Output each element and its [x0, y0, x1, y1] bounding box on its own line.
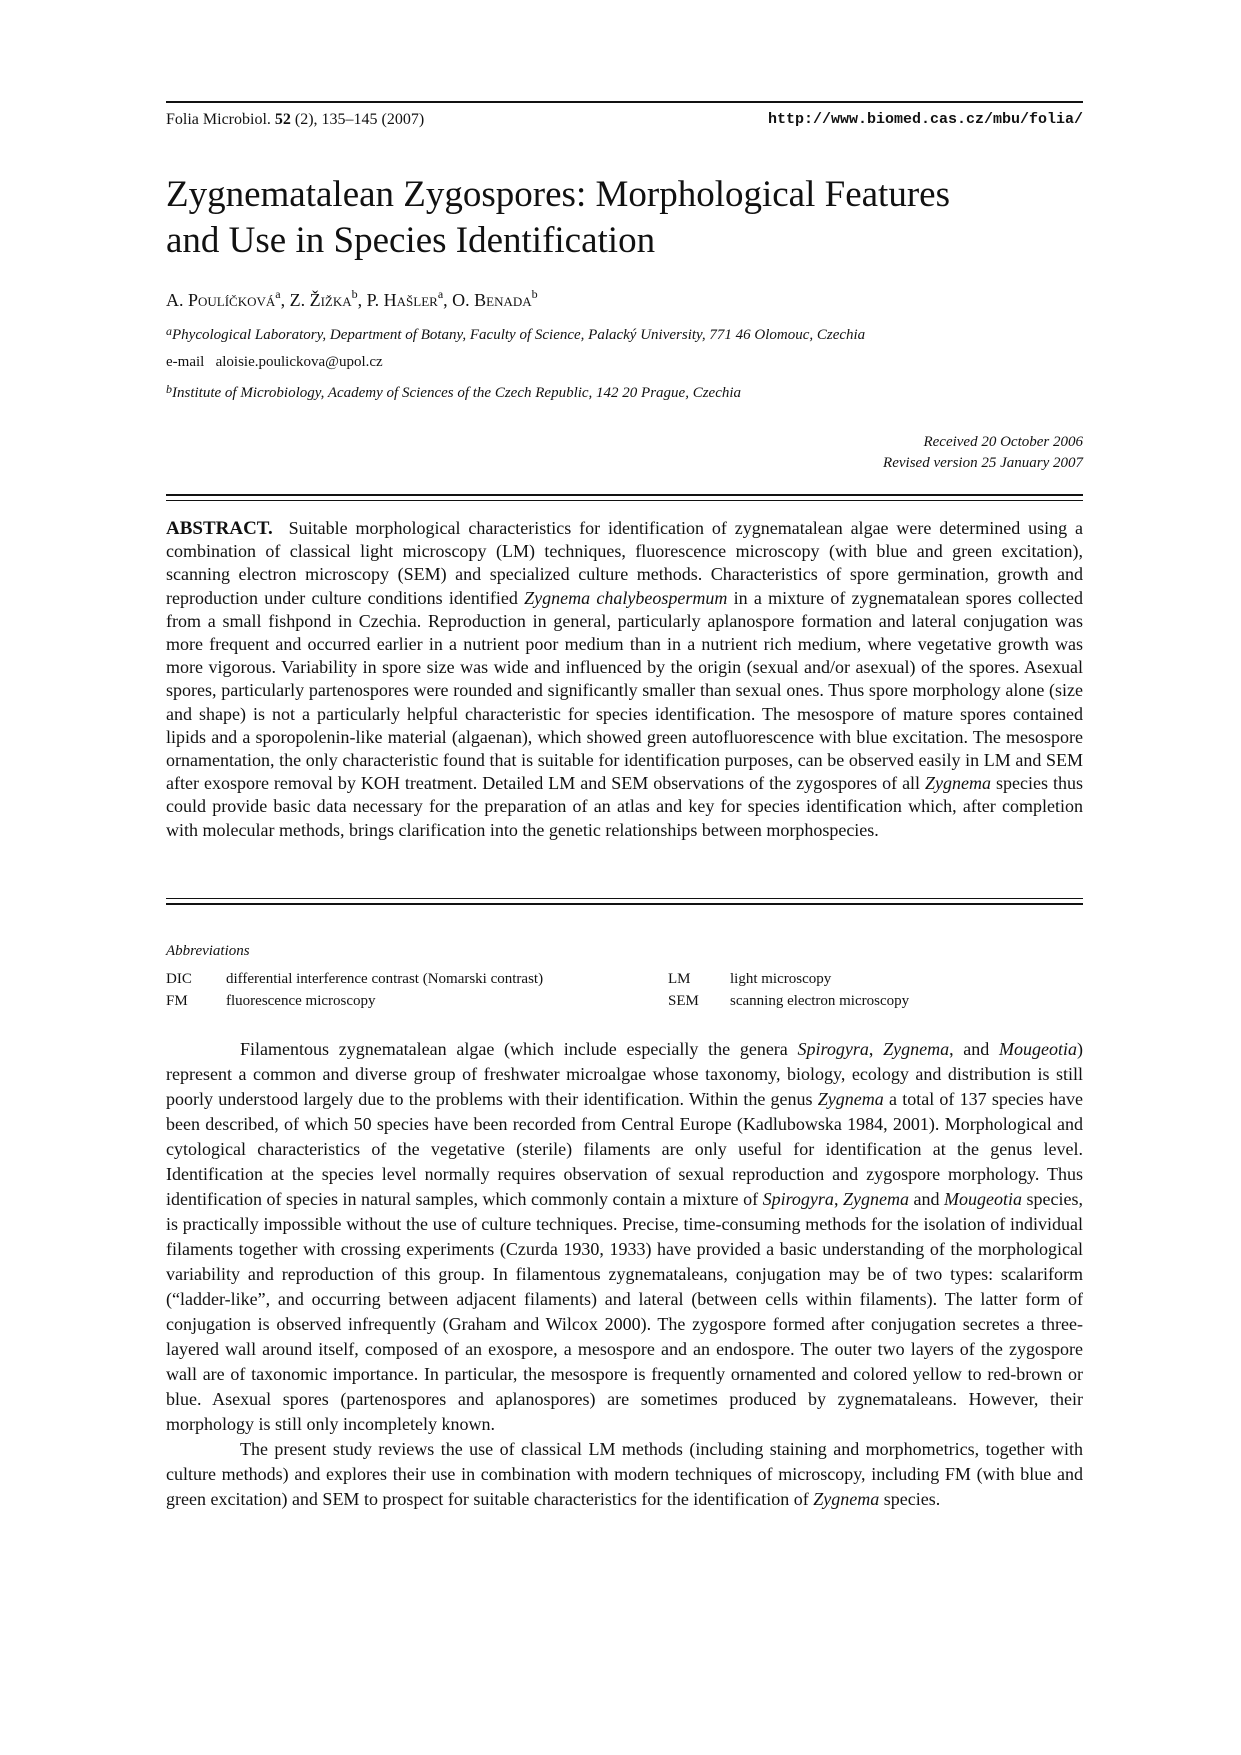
journal-citation [166, 111, 424, 129]
abstract-label: ABSTRACT. [166, 518, 273, 539]
paragraph-2: The present study reviews the use of classical LM methods (including staining and morphometrics, together with culture methods) and explores their use in combination with modern techniques of microscopy, including FM (with blue and green excitation) and SEM to prospect for suitable characteristics for the identification of Zygnema species. [166, 1439, 1083, 1509]
email-label: e-mail [166, 354, 205, 370]
author-1: A. Poulíčková$^a$, [166, 287, 290, 310]
email-address[interactable]: aloisie.poulickova@upol.cz [215, 354, 383, 370]
title-line-1: Zygnematalean Zygospores: Morphological Features [166, 174, 950, 215]
genus-name: Zygnema [817, 1089, 884, 1109]
journal-issue: (2), 135–145 (2007) [294, 111, 425, 128]
abbreviation-definition: light microscopy [730, 971, 832, 987]
revised-date: Revised version 25 January 2007 [883, 455, 1083, 471]
author-list [166, 287, 538, 311]
abbreviation-item: DIC [166, 971, 192, 987]
genus-name: Zygnema [842, 1189, 909, 1209]
genus-name: Mougeotia [944, 1189, 1022, 1209]
abbreviation-definition: scanning electron microscopy [730, 993, 910, 1009]
author-3: P. Hašler$^a$, [366, 287, 453, 310]
body-text [166, 1037, 1083, 1512]
header-rule [166, 101, 1083, 103]
email-line [166, 354, 383, 371]
genus-name: Zygnema [883, 1039, 950, 1059]
author-2: Z. Žižka$^b$, [289, 287, 367, 310]
genus-name: Spirogyra [797, 1039, 869, 1059]
abbreviation-item: LM [668, 971, 691, 987]
abstract-rule-top-2 [166, 500, 1083, 501]
abbreviation-definition: fluorescence microscopy [226, 993, 376, 1009]
abbreviation-definition: differential interference contrast (Nomarski contrast) [226, 971, 544, 987]
genus-name: Spirogyra [762, 1189, 834, 1209]
journal-name: Folia Microbiol. [166, 111, 271, 128]
paragraph-1: Filamentous zygnematalean algae (which include especially the genera Spirogyra, Zygnema, and Mougeotia) represent a common and diverse group of freshwater microalgae whose taxonomy, biology, ecology and distribution is still poorly understood largely due to the problems with their identification. Within the genus Zygnema a total of 137 species have been described, of which 50 species have been recorded from Central Europe (Kadlubowska 1984, 2001). Morphological and cytological characteristics of the vegetative (sterile) filaments are only useful for identification at the genus level. Identification at the species level normally requires observation of sexual reproduction and zygospore morphology. Thus identification of species in natural samples, which commonly contain a mixture of Spirogyra, Zygnema and Mougeotia species, is practically impossible without the use of culture techniques. Precise, time-consuming methods for the isolation of individual filaments together with crossing experiments (Czurda 1930, 1933) have provided a basic understanding of the morphological variability and reproduction of this group. In filamentous zygnemataleans, conjugation may be of two types: scalariform (“ladder-like”, and occurring between adjacent filaments) and lateral (between cells within filaments). The latter form of conjugation is observed infrequently (Graham and Wilcox 2000). The zygospore formed after conjugation secretes a three-layered wall around itself, composed of an exospore, a mesospore and an endospore. The outer two layers of the zygospore wall are of taxonomic importance. In particular, the mesospore is frequently ornamented and colored yellow to red-brown or blue. Asexual spores (partenospores and aplanospores) are sometimes produced by zygnemataleans. However, their morphology is still only incompletely known. [166, 1039, 1083, 1434]
species-name: Zygnema chalybeospermum [524, 587, 728, 608]
paper-title [166, 172, 1066, 264]
abbreviation-item: SEM [668, 993, 699, 1009]
abstract-rule-bottom-1 [166, 898, 1083, 899]
abstract-rule-bottom-2 [166, 903, 1083, 905]
journal-url[interactable]: http://www.biomed.cas.cz/mbu/folia/ [767, 111, 1083, 128]
abbreviation-item: FM [166, 993, 188, 1009]
received-date: Received 20 October 2006 [923, 434, 1083, 450]
genus-name: Zygnema [925, 773, 992, 794]
affiliation-b: $^b$Institute of Microbiology, Academy of Sciences of the Czech Republic, 142 20 Prague, Czechia [166, 382, 742, 401]
abstract-rule-top-1 [166, 494, 1083, 496]
abbreviations-title: Abbreviations [166, 943, 250, 959]
genus-name: Mougeotia [999, 1039, 1077, 1059]
dates-block [683, 432, 1083, 474]
journal-volume: 52 [274, 111, 291, 128]
genus-name: Zygnema [813, 1489, 880, 1509]
author-4: O. Benada$^b$ [452, 287, 538, 310]
affiliation-a: $^a$Phycological Laboratory, Department of Botany, Faculty of Science, Palacký University, 771 46 Olomouc, Czechia [166, 324, 866, 343]
title-line-2: and Use in Species Identification [166, 220, 656, 261]
abstract: ABSTRACT. Suitable morphological characteristics for identification of zygnematalean algae were determined using a combination of classical light microscopy (LM) techniques, fluorescence microscopy (with blue and green excitation), scanning electron microscopy (SEM) and specialized culture methods. Characteristics of spore germination, growth and reproduction under culture conditions identified Zygnema chalybeospermum in a mixture of zygnematalean spores collected from a small fishpond in Czechia. Reproduction in general, particularly aplanospore formation and lateral conjugation was more frequent and occurred earlier in a nutrient poor medium than in a nutrient rich medium, where vegetative growth was more vigorous. Variability in spore size was wide and influenced by the origin (sexual and/or asexual) of the spores. Asexual spores, particularly partenospores were rounded and significantly smaller than sexual ones. Thus spore morphology alone (size and shape) is not a particularly helpful characteristic for species identification. The mesospore of mature spores contained lipids and a sporopolenin-like material (algaenan), which showed green autofluorescence with blue excitation. The mesospore ornamentation, the only characteristic found that is suitable for identification purposes, can be observed easily in LM and SEM after exospore removal by KOH treatment. Detailed LM and SEM observations of the zygospores of all Zygnema species thus could provide basic data necessary for the preparation of an atlas and key for species identification which, after completion with molecular methods, brings clarification into the genetic relationships between morphospecies. [166, 518, 1084, 840]
